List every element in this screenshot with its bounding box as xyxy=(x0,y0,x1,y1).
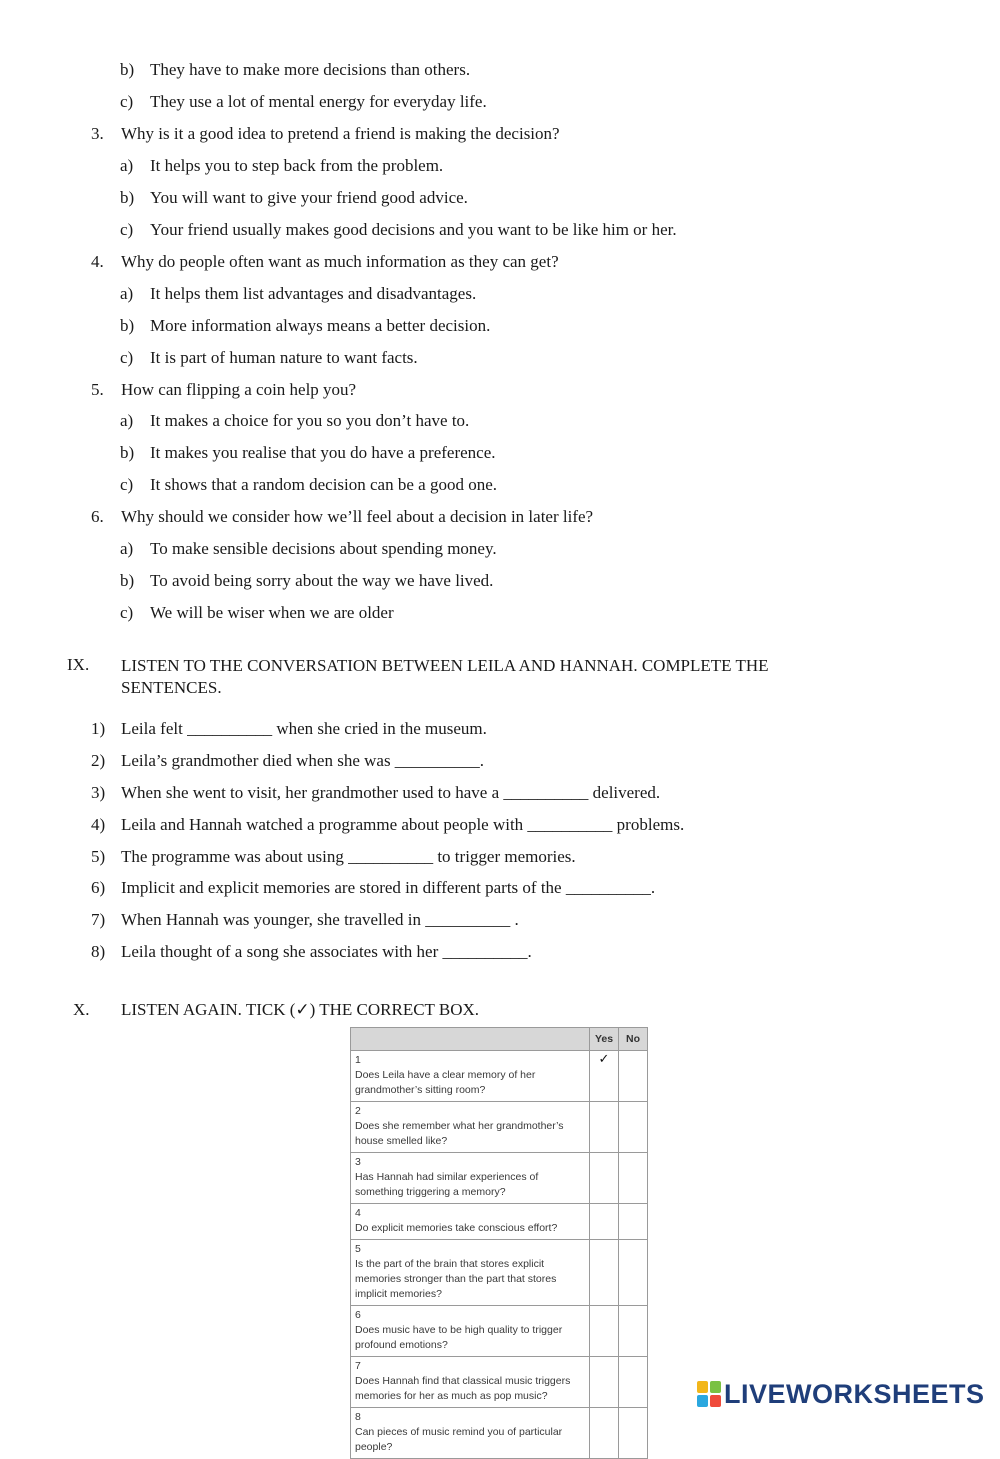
no-checkbox[interactable] xyxy=(619,1408,648,1459)
row-question: Has Hannah had similar experiences of something triggering a memory? xyxy=(355,1171,539,1198)
row-number: 1 xyxy=(355,1054,361,1066)
row-number: 8 xyxy=(355,1411,361,1423)
question-cell xyxy=(351,1408,590,1459)
question-cell xyxy=(351,1051,590,1102)
sentence-text: Leila’s grandmother died when she was __________. xyxy=(121,751,485,770)
question-cell xyxy=(351,1240,590,1306)
liveworksheets-logo-icon xyxy=(697,1381,721,1407)
option-text: It helps them list advantages and disadvantages. xyxy=(150,284,477,303)
option-letter: c) xyxy=(120,475,134,494)
table-row xyxy=(351,1204,648,1240)
yes-checkbox[interactable] xyxy=(590,1204,619,1240)
no-checkbox[interactable] xyxy=(619,1153,648,1204)
sentence-number: 2) xyxy=(91,751,106,770)
sentence-number: 3) xyxy=(91,783,106,802)
option-letter: a) xyxy=(120,539,134,558)
option-text: You will want to give your friend good advice. xyxy=(150,188,468,207)
logo-text: LIVEWORKSHEETS xyxy=(724,1378,985,1409)
option-letter: c) xyxy=(120,603,134,622)
section-number: IX. xyxy=(67,655,90,674)
option-letter: a) xyxy=(120,411,134,430)
no-checkbox[interactable] xyxy=(619,1102,648,1153)
sentence-text: The programme was about using __________ to trigger memories. xyxy=(121,847,576,866)
option-text: It is part of human nature to want facts. xyxy=(150,348,418,367)
question-number: 6. xyxy=(91,507,104,526)
option-text: It helps you to step back from the problem. xyxy=(150,156,444,175)
yes-column-header: Yes xyxy=(590,1028,619,1051)
yes-checkbox[interactable] xyxy=(590,1306,619,1357)
sentence-text: Leila and Hannah watched a programme about people with __________ problems. xyxy=(121,815,685,834)
option-text: To make sensible decisions about spending money. xyxy=(150,539,497,558)
section-instruction: LISTEN TO THE CONVERSATION BETWEEN LEILA AND HANNAH. COMPLETE THE SENTENCES. xyxy=(121,656,769,697)
option-letter: c) xyxy=(120,220,134,239)
table-row xyxy=(351,1357,648,1408)
question-cell xyxy=(351,1153,590,1204)
row-question: Do explicit memories take conscious effort? xyxy=(355,1222,558,1234)
option-text: They have to make more decisions than others. xyxy=(150,60,471,79)
question-text: Why is it a good idea to pretend a friend is making the decision? xyxy=(121,124,560,143)
table-row xyxy=(351,1102,648,1153)
tick-table-header xyxy=(351,1028,648,1051)
option-letter: b) xyxy=(120,443,135,462)
row-number: 3 xyxy=(355,1156,361,1168)
sentence-text: When Hannah was younger, she travelled in __________ . xyxy=(121,910,519,929)
row-question: Does Hannah find that classical music triggers memories for her as much as pop music? xyxy=(355,1375,571,1402)
sentence-number: 7) xyxy=(91,910,106,929)
section-ix-heading xyxy=(0,655,1000,699)
yes-checkbox[interactable] xyxy=(590,1153,619,1204)
option-letter: c) xyxy=(120,92,134,111)
table-row xyxy=(351,1306,648,1357)
row-question: Does she remember what her grandmother’s house smelled like? xyxy=(355,1120,564,1147)
question-text: Why do people often want as much information as they can get? xyxy=(121,252,559,271)
logo-square xyxy=(697,1395,708,1407)
question-text: How can flipping a coin help you? xyxy=(121,380,357,399)
section-number: X. xyxy=(73,1000,90,1019)
row-number: 6 xyxy=(355,1309,361,1321)
row-number: 2 xyxy=(355,1105,361,1117)
sentence-number: 5) xyxy=(91,847,106,866)
question-cell xyxy=(351,1357,590,1408)
yes-checkbox[interactable] xyxy=(590,1408,619,1459)
no-checkbox[interactable] xyxy=(619,1240,648,1306)
sentence-number: 8) xyxy=(91,942,106,961)
row-question: Is the part of the brain that stores explicit memories stronger than the part that stores implicit memories? xyxy=(355,1258,557,1300)
liveworksheets-logo xyxy=(697,1379,985,1409)
sentence-number: 1) xyxy=(91,719,106,738)
yes-checkbox[interactable]: ✓ xyxy=(590,1051,619,1102)
question-number: 4. xyxy=(91,252,104,271)
no-checkbox[interactable] xyxy=(619,1357,648,1408)
question-text: Why should we consider how we’ll feel about a decision in later life? xyxy=(121,507,594,526)
option-letter: b) xyxy=(120,316,135,335)
table-row xyxy=(351,1153,648,1204)
question-column-header xyxy=(351,1028,590,1051)
sentence-number: 4) xyxy=(91,815,106,834)
row-number: 5 xyxy=(355,1243,361,1255)
no-checkbox[interactable] xyxy=(619,1051,648,1102)
question-number: 5. xyxy=(91,380,104,399)
option-letter: c) xyxy=(120,348,134,367)
section-instruction: LISTEN AGAIN. TICK (✓) THE CORRECT BOX. xyxy=(121,1000,480,1019)
no-column-header: No xyxy=(619,1028,648,1051)
option-text: Your friend usually makes good decisions and you want to be like him or her. xyxy=(150,220,677,239)
option-letter: a) xyxy=(120,156,134,175)
sentence-text: Leila thought of a song she associates with her __________. xyxy=(121,942,532,961)
logo-square xyxy=(697,1381,708,1393)
question-number: 3. xyxy=(91,124,104,143)
yes-checkbox[interactable] xyxy=(590,1240,619,1306)
table-row xyxy=(351,1408,648,1459)
row-question: Does Leila have a clear memory of her grandmother’s sitting room? xyxy=(355,1069,536,1096)
option-text: It makes a choice for you so you don’t have to. xyxy=(150,411,470,430)
logo-square xyxy=(710,1395,721,1407)
option-letter: b) xyxy=(120,188,135,207)
option-text: It makes you realise that you do have a preference. xyxy=(150,443,496,462)
option-text: We will be wiser when we are older xyxy=(150,603,394,622)
sentence-text: When she went to visit, her grandmother used to have a __________ delivered. xyxy=(121,783,661,802)
table-row xyxy=(351,1240,648,1306)
logo-square xyxy=(710,1381,721,1393)
table-row xyxy=(351,1051,648,1102)
yes-checkbox[interactable] xyxy=(590,1102,619,1153)
question-cell xyxy=(351,1306,590,1357)
tick-table xyxy=(350,1027,648,1459)
question-cell xyxy=(351,1102,590,1153)
row-number: 7 xyxy=(355,1360,361,1372)
row-question: Does music have to be high quality to trigger profound emotions? xyxy=(355,1324,563,1351)
option-letter: b) xyxy=(120,60,135,79)
row-question: Can pieces of music remind you of particular people? xyxy=(355,1426,563,1453)
sentence-number: 6) xyxy=(91,878,106,897)
no-checkbox[interactable] xyxy=(619,1204,648,1240)
question-cell xyxy=(351,1204,590,1240)
option-letter: b) xyxy=(120,571,135,590)
option-letter: a) xyxy=(120,284,134,303)
yes-checkbox[interactable] xyxy=(590,1357,619,1408)
option-text: They use a lot of mental energy for everyday life. xyxy=(150,92,487,111)
sentence-text: Leila felt __________ when she cried in the museum. xyxy=(121,719,487,738)
option-text: It shows that a random decision can be a good one. xyxy=(150,475,497,494)
row-number: 4 xyxy=(355,1207,361,1219)
no-checkbox[interactable] xyxy=(619,1306,648,1357)
option-text: More information always means a better decision. xyxy=(150,316,491,335)
option-text: To avoid being sorry about the way we have lived. xyxy=(150,571,494,590)
sentence-text: Implicit and explicit memories are stored in different parts of the __________. xyxy=(121,878,656,897)
